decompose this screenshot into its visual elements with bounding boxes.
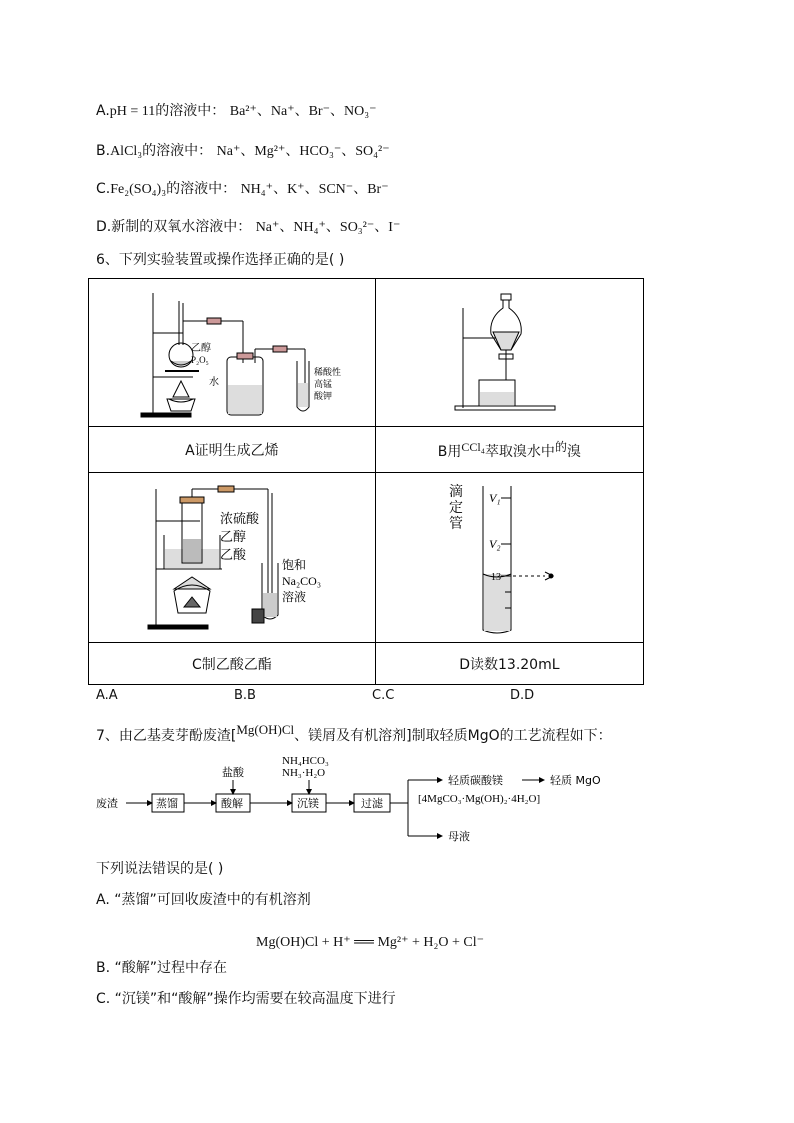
ion: Na⁺ xyxy=(216,144,241,159)
flow-product-mgo: 轻质 MgO xyxy=(550,774,601,787)
label-kmno4-2: 高锰 xyxy=(313,379,332,390)
caption-a: A证明生成乙烯 xyxy=(89,427,376,473)
flow-reagent-nh4hco3: NH₄HCO₃ xyxy=(282,755,329,767)
flow-step-precipitate: 沉镁 xyxy=(297,797,319,810)
option-text: 的溶液中： xyxy=(166,181,237,197)
ion: HCO₃⁻ xyxy=(299,144,342,159)
option-text: 新制的双氧水溶液中： xyxy=(111,219,252,235)
flow-product-formula: [4MgCO₃·Mg(OH)₂·4H₂O] xyxy=(418,793,541,805)
label-kmno4-1: 稀酸性 xyxy=(313,367,341,378)
ion: Ba²⁺ xyxy=(229,104,257,119)
stem-formula: Mg(OH)Cl xyxy=(236,722,295,737)
q7-equation: Mg(OH)Cl + H⁺ ══ Mg²⁺ + H₂O + Cl⁻ xyxy=(256,935,484,950)
caption-b-end: 溴 xyxy=(566,444,581,460)
q7-option-c: C. “沉镁”和“酸解”操作均需要在较高温度下进行 xyxy=(96,991,396,1007)
condition: AlCl₃ xyxy=(110,144,143,159)
apparatus-table xyxy=(88,278,644,685)
q5-option-b: B.AlCl₃的溶液中： Na⁺、Mg²⁺、HCO₃⁻、SO₄²⁻ xyxy=(96,143,390,159)
caption-b-de: 的 xyxy=(554,440,567,454)
caption-b-ccl4: CCl₄ xyxy=(461,440,485,454)
caption-b xyxy=(375,427,643,473)
q5-option-c: C.Fe₂(SO₄)₃的溶液中： NH₄⁺、K⁺、SCN⁻、Br⁻ xyxy=(96,181,389,197)
ion: K⁺ xyxy=(287,182,305,197)
ion: Br⁻ xyxy=(308,104,330,119)
option-prefix: D. xyxy=(96,219,112,235)
ion: SO₃²⁻ xyxy=(339,220,375,235)
stem-prefix: 7、由乙基麦芽酚废渣[ xyxy=(96,728,237,744)
q5-option-a: A.pH = 11的溶液中： Ba²⁺、Na⁺、Br⁻、NO₃⁻ xyxy=(96,103,377,119)
label-solution: 溶液 xyxy=(281,589,306,604)
label-na2co3: Na₂CO₃ xyxy=(281,573,321,588)
figure-a-cell xyxy=(89,279,376,427)
label-ethanol-c: 乙醇 xyxy=(219,529,246,545)
ion: I⁻ xyxy=(388,220,401,235)
label-kmno4-3: 酸钾 xyxy=(313,391,332,402)
process-flow-diagram xyxy=(96,754,616,846)
flow-step-acidolysis: 酸解 xyxy=(221,797,243,810)
burette-reading-figure xyxy=(439,480,579,636)
ion: SCN⁻ xyxy=(318,182,354,197)
ethyl-acetate-apparatus-figure xyxy=(112,483,352,633)
ion: NH₄⁺ xyxy=(240,182,274,197)
q7-question: 下列说法错误的是( ) xyxy=(96,861,224,877)
q6-option-a[interactable]: A.A xyxy=(96,688,118,703)
label-di: 滴 xyxy=(449,483,464,500)
condition: pH = 11 xyxy=(109,104,156,119)
ion: Na⁺ xyxy=(255,220,280,235)
figure-b-cell xyxy=(375,279,643,427)
figure-c-cell xyxy=(89,473,376,643)
ion: Na⁺ xyxy=(270,104,295,119)
flow-reagent-hcl: 盐酸 xyxy=(222,766,244,779)
ethylene-apparatus-figure xyxy=(107,287,357,419)
ion: NH₄⁺ xyxy=(293,220,326,235)
ion: Br⁻ xyxy=(367,182,389,197)
figure-d-cell xyxy=(375,473,643,643)
label-13: 13 xyxy=(491,571,502,583)
label-v1: V₁ xyxy=(489,490,501,505)
q5-option-d: D.新制的双氧水溶液中： Na⁺、NH₄⁺、SO₃²⁻、I⁻ xyxy=(96,219,401,235)
flow-step-filter: 过滤 xyxy=(361,797,383,810)
caption-b-mid: 萃取溴水中 xyxy=(484,444,555,460)
question-7-stem xyxy=(96,722,612,745)
q7-option-b: B. “酸解”过程中存在 xyxy=(96,960,228,976)
option-prefix: B. xyxy=(96,143,111,159)
caption-c: C制乙酸乙酯 xyxy=(89,643,376,685)
caption-b-prefix: B用 xyxy=(437,444,462,460)
label-ding: 定 xyxy=(449,499,464,516)
condition: Fe₂(SO₄)₃ xyxy=(110,182,167,197)
flow-mother-liquor: 母液 xyxy=(448,830,470,843)
q6-option-d[interactable]: D.D xyxy=(510,688,535,703)
label-ethanol: 乙醇 xyxy=(190,342,211,354)
flow-step-distill: 蒸馏 xyxy=(156,797,178,810)
option-prefix: C. xyxy=(96,181,111,197)
separatory-funnel-figure xyxy=(449,288,569,418)
label-p2o5: P₂O₅ xyxy=(190,354,209,365)
stem-suffix: 、镁屑及有机溶剂]制取轻质MgO的工艺流程如下： xyxy=(294,728,612,744)
q7-option-a: A. “蒸馏”可回收废渣中的有机溶剂 xyxy=(96,892,311,908)
q6-option-c[interactable]: C.C xyxy=(372,688,395,703)
option-prefix: A. xyxy=(96,103,110,119)
option-text: 的溶液中： xyxy=(142,143,213,159)
flow-feed: 废渣 xyxy=(96,797,118,810)
option-text: 的溶液中： xyxy=(155,103,226,119)
ion: NO₃⁻ xyxy=(343,104,377,119)
ion: SO₄²⁻ xyxy=(355,144,390,159)
label-saturated: 饱和 xyxy=(281,557,306,572)
label-acetic-acid: 乙酸 xyxy=(219,547,246,563)
caption-d: D读数13.20mL xyxy=(375,643,643,685)
label-guan: 管 xyxy=(449,515,464,532)
q6-option-b[interactable]: B.B xyxy=(234,688,256,703)
ion: Mg²⁺ xyxy=(254,144,286,159)
label-conc-sulfuric: 浓硫酸 xyxy=(219,511,259,527)
question-6-stem: 6、下列实验装置或操作选择正确的是( ) xyxy=(96,252,345,268)
label-water: 水 xyxy=(208,376,219,388)
label-v2: V₂ xyxy=(489,536,501,551)
flow-product-carbonate: 轻质碳酸镁 xyxy=(448,774,503,787)
flow-reagent-nh3h2o: NH₃·H₂O xyxy=(282,767,326,779)
